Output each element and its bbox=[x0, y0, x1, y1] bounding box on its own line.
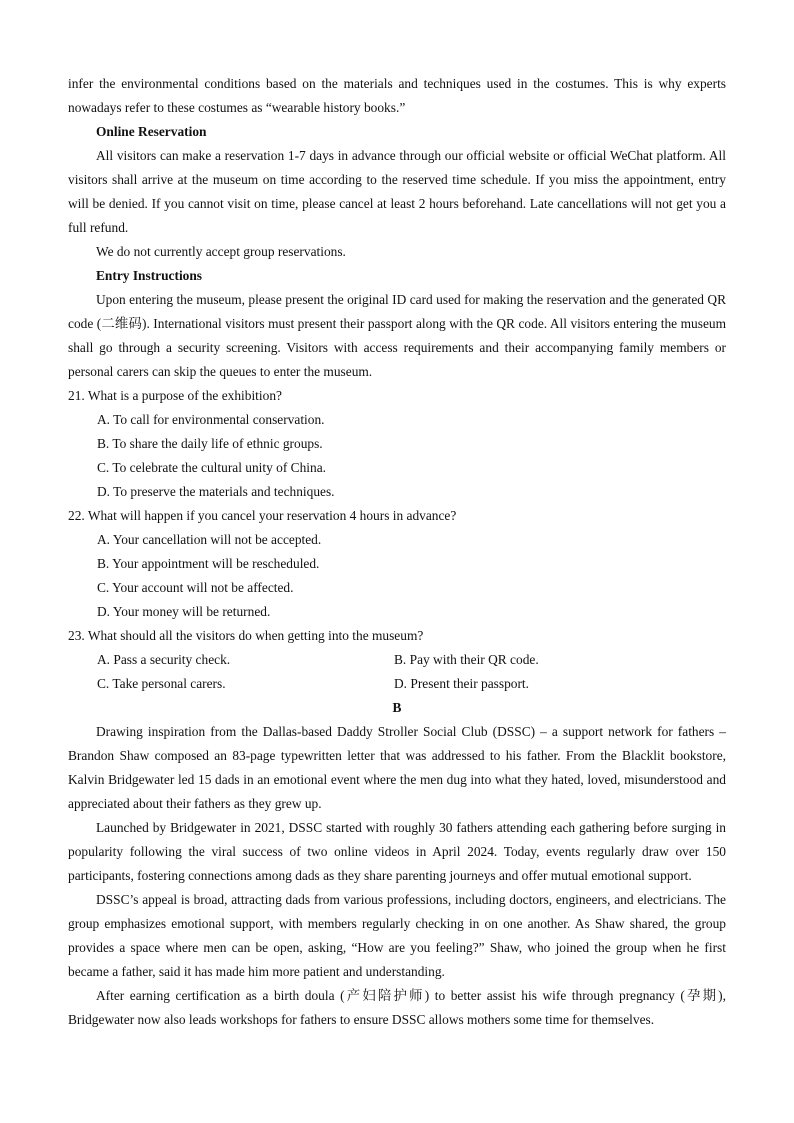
option-d: D. Your money will be returned. bbox=[97, 604, 271, 619]
options-row-cd bbox=[68, 672, 726, 696]
question-stem: 21. What is a purpose of the exhibition? bbox=[68, 388, 282, 403]
option-c: C. Your account will not be affected. bbox=[97, 580, 294, 595]
option-a: A. Pass a security check. bbox=[97, 652, 231, 667]
option-d: D. To preserve the materials and techniques. bbox=[97, 484, 335, 499]
option-c: C. To celebrate the cultural unity of China. bbox=[97, 460, 326, 475]
option-b: B. Pay with their QR code. bbox=[394, 652, 539, 667]
question-stem: 23. What should all the visitors do when getting into the museum? bbox=[68, 628, 424, 643]
passage-b-label: B bbox=[392, 700, 402, 715]
passage-a-intro: infer the environmental conditions based on the materials and techniques used in the costumes. This is why experts nowadays refer to these costumes as “wearable history books.” bbox=[68, 76, 726, 115]
online-reservation-heading: Online Reservation bbox=[96, 124, 207, 139]
option-a: A. To call for environmental conservation. bbox=[97, 412, 325, 427]
passage-b-paragraph-1: Drawing inspiration from the Dallas-based Daddy Stroller Social Club (DSSC) – a support network for fathers – Brandon Shaw composed an 83-page typewritten letter that was addressed to his father. From the Blacklit bookstore, Kalvin Bridgewater led 15 dads in an emotional event where the men dug into what they hated, loved, misunderstood and appreciated about their fathers as they grew up. bbox=[68, 724, 726, 811]
entry-instructions-heading: Entry Instructions bbox=[96, 268, 203, 283]
question-21 bbox=[68, 384, 726, 504]
passage-b-paragraph-4: After earning certification as a birth doula (产妇陪护师) to better assist his wife through pregnancy (孕期), Bridgewater now also leads workshops for fathers to ensure DSSC allows mothers some time for themselves. bbox=[68, 988, 726, 1027]
option-b: B. To share the daily life of ethnic groups. bbox=[97, 436, 323, 451]
option-a: A. Your cancellation will not be accepted. bbox=[97, 532, 322, 547]
question-22 bbox=[68, 504, 726, 624]
option-d: D. Present their passport. bbox=[394, 676, 529, 691]
question-stem: 22. What will happen if you cancel your reservation 4 hours in advance? bbox=[68, 508, 457, 523]
online-reservation-paragraph: All visitors can make a reservation 1-7 days in advance through our official website or official WeChat platform. All visitors shall arrive at the museum on time according to the reserved time schedule. If you miss the appointment, entry will be denied. If you cannot visit on time, please cancel at least 2 hours beforehand. Late cancellations will not get you a full refund. bbox=[68, 148, 726, 235]
group-reservation-note: We do not currently accept group reservations. bbox=[96, 244, 346, 259]
question-23 bbox=[68, 624, 726, 696]
option-b: B. Your appointment will be rescheduled. bbox=[97, 556, 320, 571]
document-page bbox=[68, 72, 726, 1032]
passage-b-paragraph-2: Launched by Bridgewater in 2021, DSSC started with roughly 30 fathers attending each gathering before surging in popularity following the viral success of two online videos in April 2024. Today, events regularly draw over 150 participants, fostering connections among dads as they share parenting journeys and offer mutual emotional support. bbox=[68, 820, 726, 883]
options-row-ab bbox=[68, 648, 726, 672]
entry-instructions-paragraph: Upon entering the museum, please present the original ID card used for making the reservation and the generated QR code (二维码). International visitors must present their passport along with the QR code. All visitors entering the museum shall go through a security screening. Visitors with access requirements and their accompanying family members or personal carers can skip the queues to enter the museum. bbox=[68, 292, 726, 379]
option-c: C. Take personal carers. bbox=[97, 676, 226, 691]
passage-b-paragraph-3: DSSC’s appeal is broad, attracting dads from various professions, including doctors, engineers, and electricians. The group emphasizes emotional support, with members regularly checking in on one another. As Shaw shared, the group provides a space where men can be open, asking, “How are you feeling?” Shaw, who joined the group when he first became a father, said it has made him more patient and understanding. bbox=[68, 892, 726, 979]
